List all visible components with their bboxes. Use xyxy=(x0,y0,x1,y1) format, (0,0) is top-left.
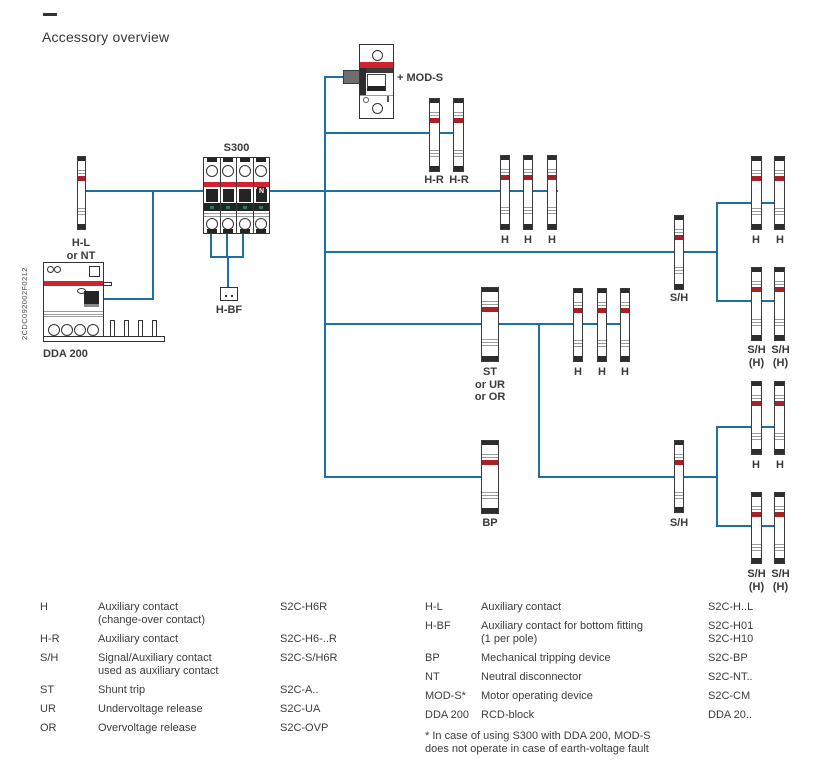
legend-code: S2C-H6R xyxy=(280,601,328,613)
legend-row-hbf xyxy=(425,620,810,646)
strip-shh-lr-2-label xyxy=(762,568,799,593)
legend-desc-line: Auxiliary contact xyxy=(98,601,179,613)
strip-h-top-2-label: H xyxy=(524,234,532,246)
dda200-label: DDA 200 xyxy=(43,348,88,360)
legend-abbr: MOD-S* xyxy=(425,690,466,702)
connector-upper-riser xyxy=(716,202,718,302)
busbar-pin xyxy=(124,320,129,337)
connector-lower-riser xyxy=(716,426,718,527)
strip-shh-ur-2 xyxy=(774,267,785,341)
legend-code: S2C-UA xyxy=(280,703,321,715)
hbf-label: H-BF xyxy=(215,304,243,316)
connector-s300-drop-1 xyxy=(210,234,212,257)
connector-main-bus xyxy=(77,190,558,192)
legend-desc: Auxiliary contact xyxy=(481,601,562,613)
strip-hr-2 xyxy=(453,98,464,172)
connector-mid-riser xyxy=(538,323,540,478)
strip-hl-label-line1: H-L xyxy=(71,237,91,249)
strip-h-lr-1 xyxy=(751,381,762,455)
strip-st-line1: ST xyxy=(482,366,498,378)
legend-desc: Shunt trip xyxy=(98,684,146,696)
legend-desc: Undervoltage release xyxy=(98,703,203,715)
strip-shh-lr-1-line2: (H) xyxy=(748,580,765,593)
strip-shh-ur-1 xyxy=(751,267,762,341)
strip-h-lr-2-label: H xyxy=(776,459,784,471)
s300-breaker xyxy=(203,157,270,234)
strip-st-line3: or OR xyxy=(474,391,506,403)
legend-code: S2C-BP xyxy=(708,652,748,664)
mods-device xyxy=(359,44,394,119)
legend-abbr: S/H xyxy=(40,652,59,664)
legend-row-st xyxy=(40,684,410,697)
strip-shh-lr-2-line1: S/H xyxy=(771,568,790,580)
strip-bp xyxy=(481,440,499,514)
legend-code-line: S2C-H01 xyxy=(708,620,754,632)
strip-st-label xyxy=(462,366,518,404)
legend-code: S2C-NT.. xyxy=(708,671,753,683)
legend-row-hr xyxy=(40,633,410,646)
strip-shh-ur-2-line1: S/H xyxy=(771,344,790,356)
strip-h-lr-1-label: H xyxy=(752,459,760,471)
legend-row-dda xyxy=(425,709,810,722)
dda200-base-plate xyxy=(43,336,165,342)
legend-desc: Overvoltage release xyxy=(98,722,197,734)
strip-h-ur-2-label: H xyxy=(776,234,784,246)
strip-hr-1 xyxy=(429,98,440,172)
strip-h-top-1-label: H xyxy=(501,234,509,246)
legend-desc xyxy=(98,652,280,678)
s300-pole-1 xyxy=(204,158,221,233)
strip-h-top-1 xyxy=(500,155,510,230)
legend-desc-line: Auxiliary contact for bottom fitting xyxy=(481,620,644,632)
legend-abbr: DDA 200 xyxy=(425,709,470,721)
s300-pole-2 xyxy=(221,158,238,233)
dda200-gray-lines xyxy=(44,311,103,317)
strip-sh-upper xyxy=(674,215,684,290)
dda200-toggle xyxy=(84,291,99,307)
legend-desc: Auxiliary contact xyxy=(98,633,179,645)
legend-abbr: NT xyxy=(425,671,440,683)
connector-upper-shh-pair xyxy=(717,300,781,302)
legend-code: S2C-OVP xyxy=(280,722,329,734)
legend-footnote-line2: does not operate in case of earth-voltage fault xyxy=(425,743,649,755)
legend-row-nt xyxy=(425,671,810,684)
connector-s300-drop-3 xyxy=(242,234,244,257)
legend-abbr: H-R xyxy=(40,633,60,645)
strip-st xyxy=(481,287,499,362)
connector-lower-shh-pair xyxy=(717,525,781,527)
strip-h-ur-1-label: H xyxy=(752,234,760,246)
legend-code: S2C-CM xyxy=(708,690,751,702)
legend-abbr: H-BF xyxy=(425,620,451,632)
connector-upper-branch xyxy=(325,251,718,253)
legend-desc: Mechanical tripping device xyxy=(481,652,611,664)
strip-h-mid-2-label: H xyxy=(598,366,606,378)
connector-dda-drop xyxy=(152,190,154,300)
connector-lower-h-pair xyxy=(717,426,781,428)
strip-shh-lr-2-line2: (H) xyxy=(772,580,789,593)
legend-code: S2C-H6-..R xyxy=(280,633,337,645)
strip-shh-lr-1 xyxy=(751,492,762,564)
connector-hbf-drop xyxy=(227,256,229,288)
legend-left xyxy=(40,601,410,741)
busbar-pin xyxy=(138,320,143,337)
connector-s300-drop-2 xyxy=(226,234,228,257)
connector-lower-branch xyxy=(539,476,718,478)
strip-sh-upper-label: S/H xyxy=(669,292,689,304)
dda200-window xyxy=(89,266,100,277)
s300-neutral-badge: N xyxy=(258,188,265,195)
strip-h-ur-2 xyxy=(774,156,785,230)
s300-pole-3 xyxy=(237,158,254,233)
legend-code: S2C-S/H6R xyxy=(280,652,338,664)
strip-h-top-3-label: H xyxy=(548,234,556,246)
mods-connector-knob xyxy=(343,70,360,84)
dda200-rcd-block xyxy=(43,262,104,341)
legend-row-sh xyxy=(40,652,410,678)
strip-sh-lower-label: S/H xyxy=(669,517,689,529)
legend-abbr: OR xyxy=(40,722,57,734)
strip-st-line2: or UR xyxy=(475,378,505,391)
strip-h-ur-1 xyxy=(751,156,762,230)
strip-h-mid-3-label: H xyxy=(621,366,629,378)
strip-shh-ur-1-line1: S/H xyxy=(747,344,766,356)
legend-desc xyxy=(481,620,708,646)
strip-shh-lr-1-line1: S/H xyxy=(747,568,766,580)
hbf-device xyxy=(220,287,238,301)
strip-h-mid-1-label: H xyxy=(574,366,582,378)
strip-sh-lower xyxy=(674,440,684,513)
connector-dda-link xyxy=(103,298,154,300)
connector-upper-h-pair xyxy=(717,202,781,204)
s300-label: S300 xyxy=(223,142,250,154)
section-dash xyxy=(43,13,57,16)
connector-bp-branch xyxy=(325,476,492,478)
legend-row-ur xyxy=(40,703,410,716)
legend-right xyxy=(425,601,810,756)
strip-shh-lr-2 xyxy=(774,492,785,564)
legend-abbr: H-L xyxy=(425,601,443,613)
legend-code-line: S2C-H10 xyxy=(708,633,754,645)
strip-bp-label: BP xyxy=(482,517,498,529)
connector-trunk xyxy=(324,76,326,478)
legend-abbr: BP xyxy=(425,652,440,664)
page-title: Accessory overview xyxy=(42,29,170,45)
strip-h-mid-1 xyxy=(573,288,583,362)
strip-h-mid-2 xyxy=(597,288,607,362)
dda200-side-tab xyxy=(103,282,112,286)
legend-desc: Motor operating device xyxy=(481,690,593,702)
legend-code xyxy=(708,620,810,646)
strip-h-top-3 xyxy=(547,155,557,230)
strip-hl-label xyxy=(56,237,106,262)
strip-shh-ur-2-label xyxy=(762,344,799,369)
strip-hr-2-label: H-R xyxy=(449,174,469,186)
legend-desc-line: used as auxiliary contact xyxy=(98,665,219,677)
legend-desc-line: Signal/Auxiliary contact xyxy=(98,652,212,664)
legend-abbr: ST xyxy=(40,684,55,696)
legend-abbr: UR xyxy=(40,703,56,715)
legend-code: S2C-A.. xyxy=(280,684,319,696)
legend-footnote xyxy=(425,730,810,756)
document-number-watermark: 2CDC092002F0212 xyxy=(20,267,29,340)
legend-row-mods xyxy=(425,690,810,703)
legend-abbr: H xyxy=(40,601,48,613)
legend-code: S2C-H..L xyxy=(708,601,754,613)
strip-h-mid-3 xyxy=(620,288,630,362)
legend-row-or xyxy=(40,722,410,735)
mods-label: + MOD-S xyxy=(397,72,444,84)
strip-shh-ur-1-line2: (H) xyxy=(748,356,765,369)
legend-row-h xyxy=(40,601,410,627)
strip-hl-label-line2: or NT xyxy=(66,249,96,262)
legend-desc-line: (1 per pole) xyxy=(481,633,538,645)
legend-footnote-line1: * In case of using S300 with DDA 200, MOD-S xyxy=(425,730,651,742)
strip-h-top-2 xyxy=(523,155,533,230)
strip-hr-1-label: H-R xyxy=(424,174,444,186)
legend-row-bp xyxy=(425,652,810,665)
busbar-pin xyxy=(110,320,115,337)
strip-h-lr-2 xyxy=(774,381,785,455)
dda200-red-stripe xyxy=(44,281,103,286)
legend-desc-line: (change-over contact) xyxy=(98,614,205,626)
strip-shh-ur-2-line2: (H) xyxy=(772,356,789,369)
legend-desc: RCD-block xyxy=(481,709,535,721)
legend-row-hl xyxy=(425,601,810,614)
legend-desc xyxy=(98,601,280,627)
legend-desc: Neutral disconnector xyxy=(481,671,582,683)
legend-code: DDA 20.. xyxy=(708,709,753,721)
busbar-pin xyxy=(152,320,157,337)
strip-hl xyxy=(77,156,86,230)
